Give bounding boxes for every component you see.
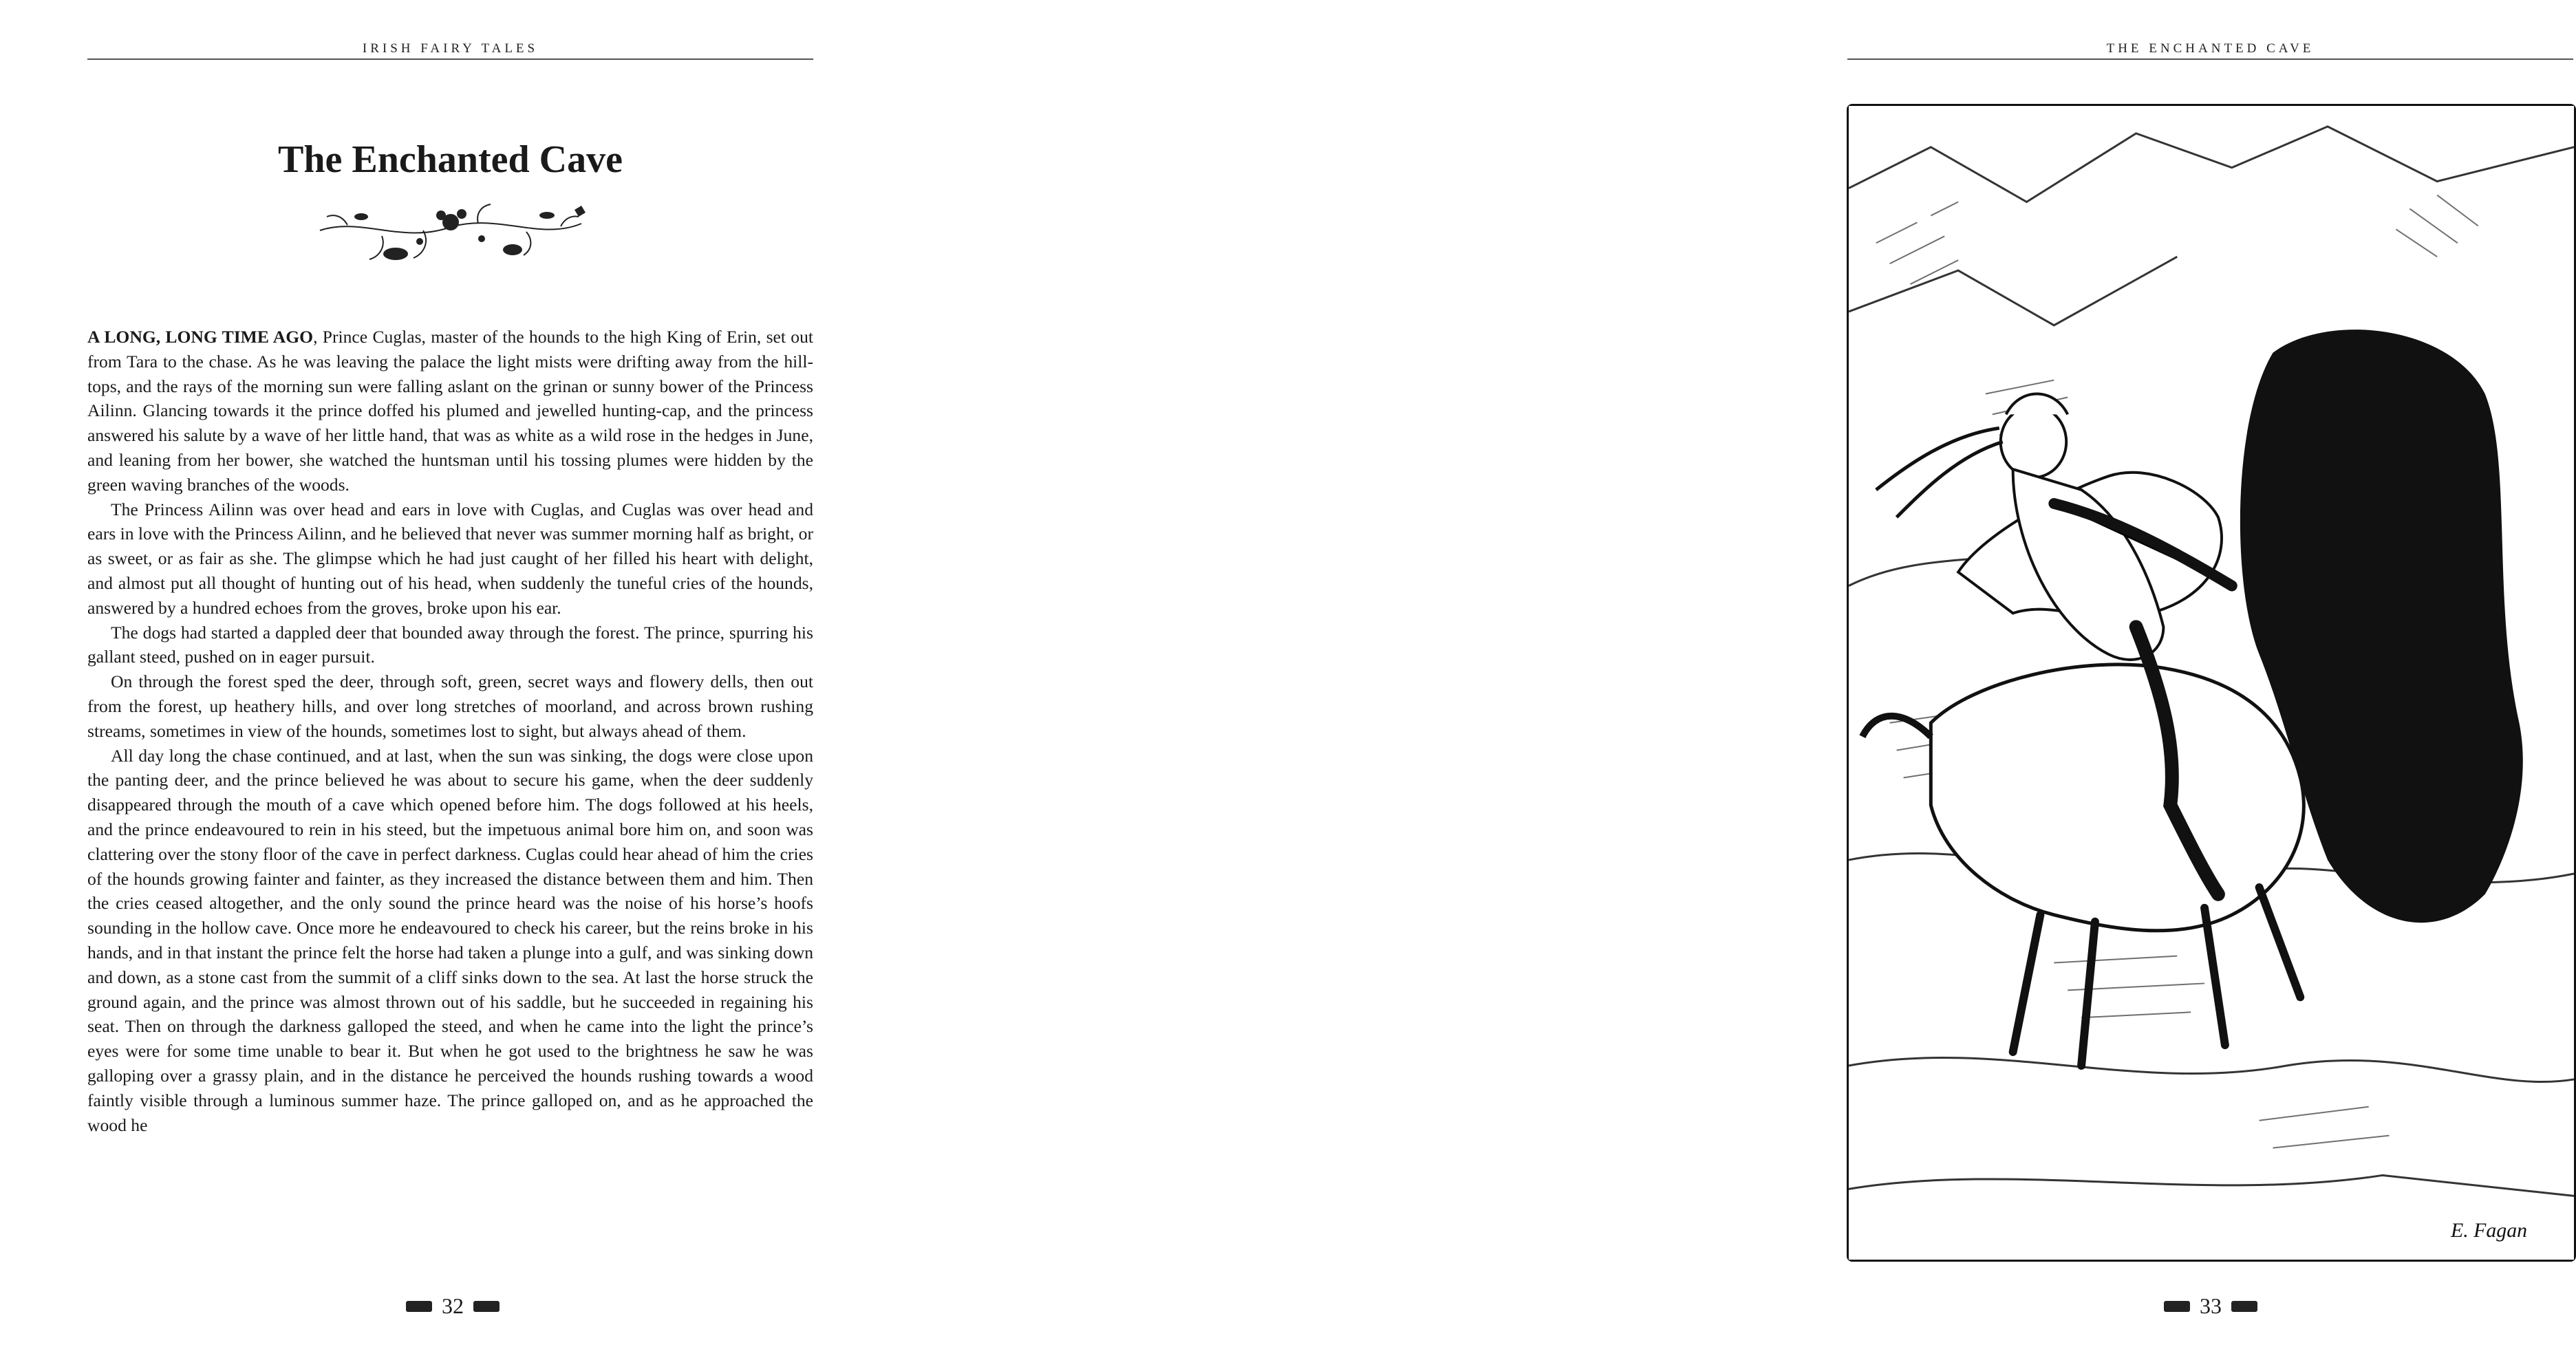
folio-ornament-icon — [2164, 1301, 2190, 1312]
header-rule-left — [87, 58, 813, 60]
folio-ornament-icon — [406, 1301, 432, 1312]
paragraph: All day long the chase continued, and at last, when the sun was sinking, the dogs were close upon the panting deer, and the prince believed he was about to secure his game, when the deer suddenly disappeared through the mouth of a cave which opened before him. The dogs followed at his heels, and the prince endeavoured to rein in his steed, but the impetuous animal bore him on, and soon was clattering over the stony floor of the cave in perfect darkness. Cuglas could hear ahead of him the cries of the hounds growing fainter and fainter, as they increased the distance between them and him. Then the cries ceased altogether, and the only sound the prince heard was the noise of his horse’s hoofs sounding in the hollow cave. Once more he endeavoured to check his career, but the reins broke in his hands, and in that instant the prince felt the horse had taken a plunge into a gulf, and was sinking down and down, as a stone cast from the summit of a cliff sinks down to the sea. At last the horse struck the ground again, and the prince was almost thrown out of his saddle, but he succeeded in regaining his seat. Then on through the darkness galloped the steed, and when he came into the light the prince’s eyes were for some time unable to bear it. But when he got used to the brightness he saw he was galloping over a grassy plain, and in the distance he perceived the hounds rushing towards a wood faintly visible through a luminous summer haze. The prince galloped on, and as he approached the wood he — [87, 745, 813, 1135]
folio-ornament-icon — [2231, 1301, 2257, 1312]
paragraph: On through the forest sped the deer, through soft, green, secret ways and flowery dells, then out from the forest, up heathery hills, and over long stretches of moorland, and across brown rushing streams, sometimes in view of the hounds, sometimes lost to sight, but always ahead of them. — [87, 671, 813, 741]
page-number-right — [2164, 1293, 2257, 1319]
illustration-horse-rider-cave — [1847, 104, 2576, 1262]
page-number: 32 — [442, 1293, 464, 1318]
body-text — [87, 325, 813, 1137]
header-rule-right — [1847, 58, 2573, 60]
illustration-signature: E. Fagan — [2451, 1219, 2528, 1242]
page-number: 33 — [2200, 1293, 2222, 1318]
folio-ornament-icon — [473, 1301, 500, 1312]
page-number-left — [406, 1293, 500, 1319]
paragraph — [87, 325, 813, 497]
floral-ornament-icon — [306, 196, 595, 272]
running-head-left: IRISH FAIRY TALES — [362, 41, 539, 56]
ink-drawing-icon — [1849, 106, 2574, 1260]
paragraph: The Princess Ailinn was over head and ears in love with Cuglas, and Cuglas was over head and ears in love with the Princess Ailinn, and he believed that never was summer morning half as bright, or as sweet, or as fair as she. The glimpse which he had just caught of her filled his heart with delight, and almost put all thought of hunting out of his head, when suddenly the tuneful cries of the hounds, answered by a hundred echoes from the groves, broke upon his ear. — [87, 499, 813, 618]
left-page — [0, 0, 881, 1347]
right-page — [881, 0, 2528, 1347]
paragraph: The dogs had started a dappled deer that bounded away through the forest. The prince, spurring his gallant steed, pushed on in eager pursuit. — [87, 622, 813, 667]
chapter-title: The Enchanted Cave — [278, 138, 623, 181]
running-head-right: THE ENCHANTED CAVE — [2106, 41, 2315, 56]
paragraph-text: , Prince Cuglas, master of the hounds to the high King of Erin, set out from Tara to the chase. As he was leaving the palace the light mists were drifting away from the hill-tops, and the rays of the morning sun were falling aslant on the grinan or sunny bower of the Princess Ailinn. Glancing towards it the prince doffed his plumed and jewelled hunting-cap, and the princess answered his salute by a wave of her little hand, that was as white as a wild rose in the hedges in June, and leaning from her bower, she watched the huntsman until his tossing plumes were hidden by the green waving branches of the woods. — [87, 327, 814, 495]
opening-smallcaps: A LONG, LONG TIME AGO — [87, 327, 314, 347]
